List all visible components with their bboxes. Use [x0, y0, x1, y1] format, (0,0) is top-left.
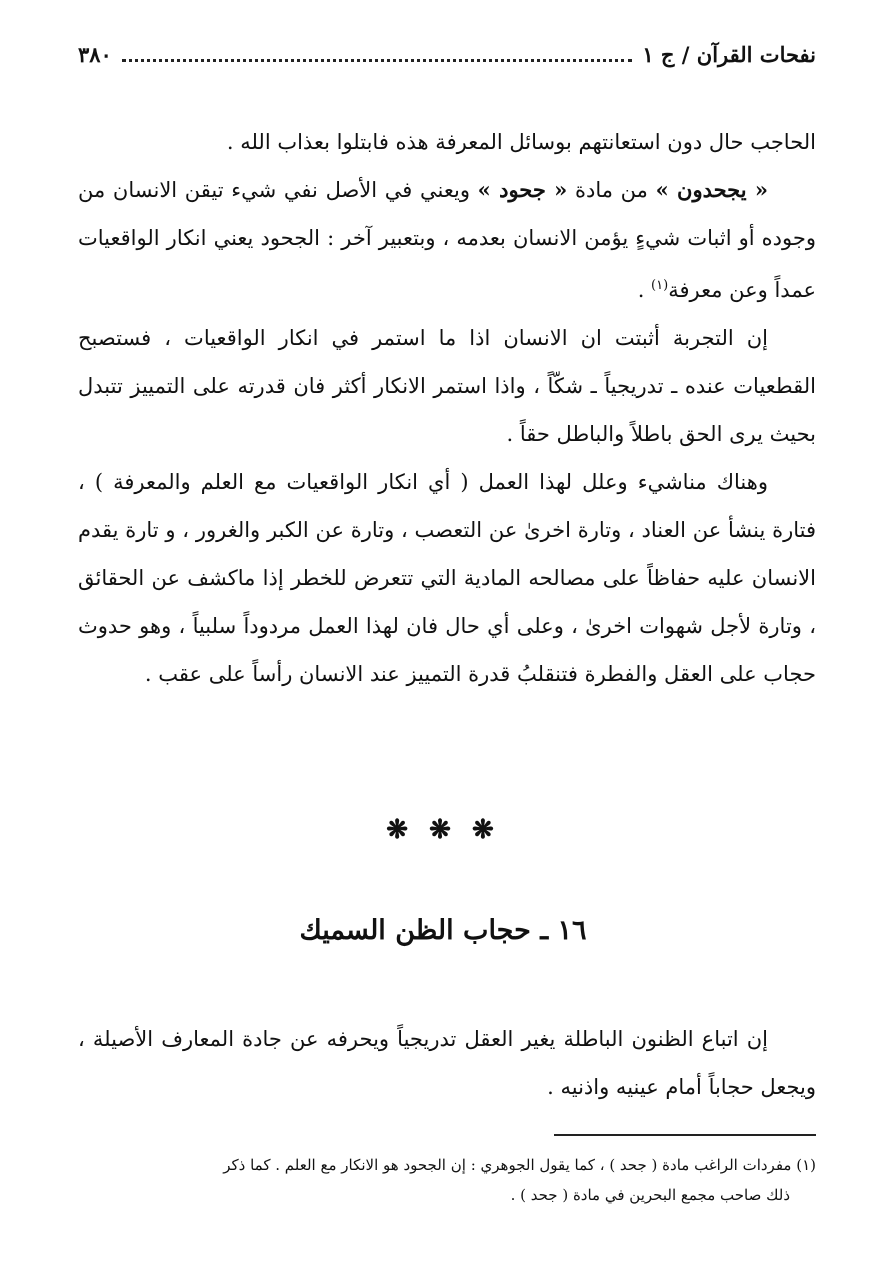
header-dot-leader	[122, 59, 633, 62]
footnote-line-2: ذلك صاحب مجمع البحرين في مادة ( جحد ) .	[510, 1186, 790, 1204]
paragraph-4: وهناك مناشيء وعلل لهذا العمل ( أي انكار الواقعيات مع العلم والمعرفة ) ، فتارة ينشأ عن العناد ، وتارة اخرىٰ عن التعصب ، وتارة عن الكبر والغرور ، و تارة يقدم الانسان عليه حفاظاً على مصالحه المادية التي تتعرض للخطر إذا ماكشف عن الحقائق ، وتارة لأجل شهوات اخرىٰ ، وعلى أي حال فان لهذا العمل مردوداً سلبياً ، وهو حدوث حجاب على العقل والفطرة فتنقلبُ قدرة التمييز عند الانسان رأساً على عقب .	[78, 470, 816, 686]
footnote-line-1: (١) مفردات الراغب مادة ( جحد ) ، كما يقول الجوهري : إن الجحود هو الانكار مع العلم . كما ذكر	[223, 1156, 816, 1174]
paragraph-1: الحاجب حال دون استعانتهم بوسائل المعرفة هذه فابتلوا بعذاب الله .	[226, 130, 816, 154]
page-number: ٣٨٠	[78, 41, 112, 67]
footnote-reference: (١)	[651, 278, 669, 293]
footnote-divider	[554, 1134, 816, 1136]
paragraph-2-part-a: من مادة	[567, 178, 656, 202]
section-body	[78, 1015, 816, 1111]
paragraph-3: إن التجربة أثبتت ان الانسان اذا ما استمر في انكار الواقعيات ، فستصبح القطعيات عنده ـ تدريجياً ـ شكّاً ، واذا استمر الانكار أكثر فان قدرته على التمييز تتبدل بحيث يرى الحق باطلاً والباطل حقاً .	[78, 326, 816, 446]
main-text	[78, 118, 816, 698]
section-paragraph: إن اتباع الظنون الباطلة يغير العقل تدريجياً ويحرفه عن جادة المعارف الأصيلة ، ويجعل حجاباً أمام عينيه واذنيه .	[78, 1027, 816, 1099]
section-heading: ١٦ ـ حجاب الظن السميك	[299, 915, 587, 946]
footnote	[78, 1150, 816, 1210]
paragraph-2	[78, 166, 816, 314]
term-juhud: « جحود »	[477, 177, 568, 202]
page-header	[78, 34, 816, 74]
running-title: نفحات القرآن / ج ١	[642, 41, 816, 67]
term-yajhadun: « يجحدون »	[655, 177, 769, 202]
paragraph-2-part-b: ويعني في الأصل نفي شيء تيقن الانسان من وجوده أو اثبات شيءٍ يؤمن الانسان بعدمه ، وبتعبير آخر : الجحود يعني انكار الواقعيات عمداً وعن معرفة	[78, 178, 816, 302]
section-separator: ❋ ❋ ❋	[386, 815, 500, 845]
paragraph-2-end: .	[637, 278, 652, 302]
